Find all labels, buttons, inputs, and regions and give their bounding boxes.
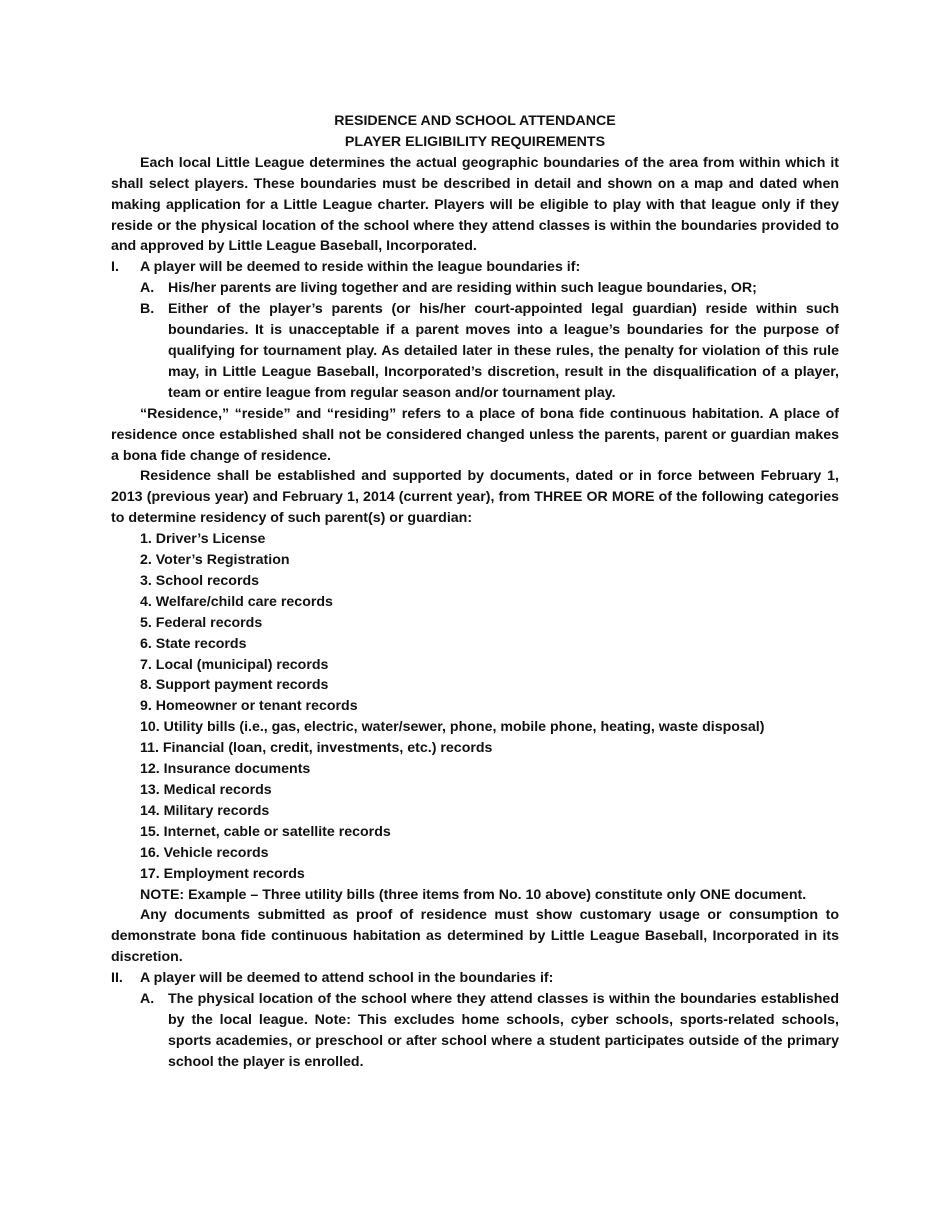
category-list	[111, 529, 839, 884]
list-item: 10. Utility bills (i.e., gas, electric, water/sewer, phone, mobile phone, heating, waste disposal)	[140, 719, 765, 736]
list-item: 9. Homeowner or tenant records	[140, 698, 358, 715]
section-2-item-a-letter: A.	[140, 991, 155, 1008]
section-2-heading-text: A player will be deemed to attend school in the boundaries if:	[140, 970, 554, 987]
section-2-item-a-text: The physical location of the school where they attend classes is within the boundaries established by the local league. Note: This excludes home schools, cyber schools, sports-related schools, sports academies, or preschool or after school where a student participates outside of the primary school the player is enrolled.	[168, 991, 839, 1070]
intro-paragraph: Each local Little League determines the actual geographic boundaries of the area from within which it shall select players. These boundaries must be described in detail and shown on a map and dated when making application for a Little League charter. Players will be eligible to play with that league only if they reside or the physical location of the school where they attend classes is within the boundaries provided to and approved by Little League Baseball, Incorporated.	[111, 154, 839, 255]
document-title-line-1: RESIDENCE AND SCHOOL ATTENDANCE	[334, 113, 616, 129]
list-item: 15. Internet, cable or satellite records	[140, 823, 391, 840]
list-item: 5. Federal records	[140, 614, 263, 631]
residence-definition-paragraph: “Residence,” “reside” and “residing” refers to a place of bona fide continuous habitation. A place of residence once established shall not be considered changed unless the parents, parent or guardian makes a bona fide change of residence.	[111, 405, 839, 464]
proof-paragraph: Any documents submitted as proof of residence must show customary usage or consumption to demonstrate bona fide continuous habitation as determined by Little League Baseball, Incorporated in its discretion.	[111, 907, 839, 966]
list-item: 13. Medical records	[140, 782, 272, 798]
list-item: 6. State records	[140, 635, 247, 652]
list-item: 17. Employment records	[140, 865, 305, 882]
section-1-heading	[111, 257, 839, 278]
section-1-item-b-text: Either of the player’s parents (or his/her court-appointed legal guardian) reside within such boundaries. It is unacceptable if a parent moves into a league’s boundaries for the purpose of qualifying for tournament play. As detailed later in these rules, the penalty for violation of this rule may, in Little League Baseball, Incorporated’s discretion, result in the disqualification of a player, team or entire league from regular season and/or tournament play.	[168, 301, 839, 401]
note-paragraph: NOTE: Example – Three utility bills (three items from No. 10 above) constitute only ONE document.	[140, 886, 807, 903]
list-item: 11. Financial (loan, credit, investments, etc.) records	[140, 740, 493, 757]
list-item: 7. Local (municipal) records	[140, 656, 329, 673]
section-1-heading-text: A player will be deemed to reside within the league boundaries if:	[140, 259, 581, 276]
documents-intro-paragraph: Residence shall be established and supported by documents, dated or in force between February 1, 2013 (previous year) and February 1, 2014 (current year), from THREE OR MORE of the following categories to determine residency of such parent(s) or guardian:	[111, 468, 839, 527]
document-title-line-2: PLAYER ELIGIBILITY REQUIREMENTS	[344, 133, 606, 150]
list-item: 1. Driver’s License	[140, 531, 266, 548]
list-item: 3. School records	[140, 572, 260, 589]
section-2-item-a	[111, 989, 839, 1073]
list-item: 16. Vehicle records	[140, 844, 269, 861]
section-1-number: I.	[111, 259, 119, 276]
section-1-item-b	[111, 299, 839, 404]
list-item: 2. Voter’s Registration	[140, 552, 290, 569]
section-2-number: II.	[111, 970, 123, 987]
section-1-item-b-letter: B.	[140, 301, 155, 318]
section-1-item-a-text: His/her parents are living together and are residing within such league boundaries, OR;	[168, 280, 757, 297]
list-item: 12. Insurance documents	[140, 761, 311, 778]
section-1-item-a	[111, 278, 839, 299]
section-1-item-a-letter: A.	[140, 280, 155, 297]
list-item: 8. Support payment records	[140, 677, 329, 694]
section-2-heading	[111, 968, 839, 989]
list-item: 4. Welfare/child care records	[140, 593, 333, 610]
document-page	[111, 111, 839, 1073]
list-item: 14. Military records	[140, 802, 270, 819]
